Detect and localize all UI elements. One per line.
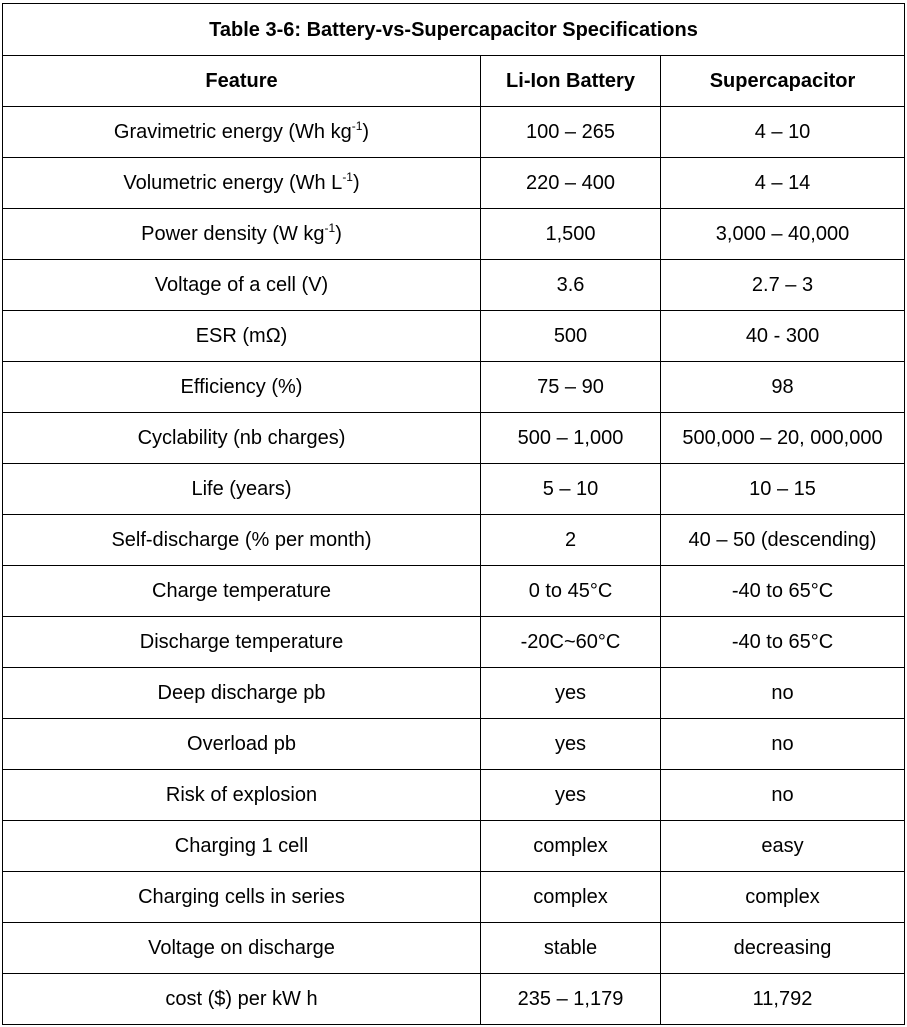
table-row [3, 464, 905, 515]
li-ion-value: 5 – 10 [481, 464, 661, 515]
header-feature: Feature [3, 56, 481, 107]
supercapacitor-value: 3,000 – 40,000 [661, 209, 905, 260]
table-row [3, 770, 905, 821]
spec-table [2, 3, 905, 1025]
supercapacitor-value: 10 – 15 [661, 464, 905, 515]
supercapacitor-value: 98 [661, 362, 905, 413]
li-ion-value: 100 – 265 [481, 107, 661, 158]
supercapacitor-value: no [661, 719, 905, 770]
li-ion-value: yes [481, 668, 661, 719]
table-row [3, 566, 905, 617]
feature-label: Cyclability (nb charges) [137, 427, 346, 449]
feature-label: Charging cells in series [138, 886, 345, 908]
feature-cell [3, 311, 481, 362]
table-row [3, 821, 905, 872]
table-row [3, 872, 905, 923]
li-ion-value: 235 – 1,179 [481, 974, 661, 1025]
supercapacitor-value: 40 - 300 [661, 311, 905, 362]
li-ion-value: complex [481, 821, 661, 872]
li-ion-value: -20C~60°C [481, 617, 661, 668]
feature-cell [3, 260, 481, 311]
table-row [3, 107, 905, 158]
li-ion-value: complex [481, 872, 661, 923]
feature-cell [3, 566, 481, 617]
table-row [3, 515, 905, 566]
table-row [3, 362, 905, 413]
feature-cell [3, 719, 481, 770]
feature-label: Risk of explosion [165, 784, 318, 806]
feature-label: Power density (W kg [141, 223, 325, 245]
feature-cell [3, 770, 481, 821]
feature-cell [3, 209, 481, 260]
feature-suffix: ) [335, 223, 342, 245]
li-ion-value: 75 – 90 [481, 362, 661, 413]
li-ion-value: stable [481, 923, 661, 974]
table-row [3, 719, 905, 770]
table-row [3, 668, 905, 719]
table-row [3, 311, 905, 362]
unit-exponent: -1 [351, 119, 363, 133]
feature-label: cost ($) per kW h [165, 988, 318, 1010]
li-ion-value: 1,500 [481, 209, 661, 260]
supercapacitor-value: 2.7 – 3 [661, 260, 905, 311]
li-ion-value: 3.6 [481, 260, 661, 311]
table-row [3, 158, 905, 209]
feature-suffix: ) [352, 172, 360, 194]
feature-cell [3, 413, 481, 464]
feature-suffix: ) [362, 121, 370, 143]
feature-label: Deep discharge pb [157, 682, 326, 704]
li-ion-value: 0 to 45°C [481, 566, 661, 617]
supercapacitor-value: 11,792 [661, 974, 905, 1025]
table-header-row [3, 56, 905, 107]
supercapacitor-value: complex [661, 872, 905, 923]
feature-cell [3, 872, 481, 923]
li-ion-value: yes [481, 719, 661, 770]
li-ion-value: 500 – 1,000 [481, 413, 661, 464]
feature-cell [3, 974, 481, 1025]
supercapacitor-value: -40 to 65°C [661, 566, 905, 617]
li-ion-value: 500 [481, 311, 661, 362]
feature-cell [3, 617, 481, 668]
feature-cell [3, 821, 481, 872]
table-title: Table 3-6: Battery-vs-Supercapacitor Specifications [3, 4, 905, 56]
feature-label: Life (years) [191, 478, 292, 500]
li-ion-value: 2 [481, 515, 661, 566]
supercapacitor-value: 4 – 10 [661, 107, 905, 158]
feature-label: Overload pb [187, 733, 296, 755]
li-ion-value: yes [481, 770, 661, 821]
supercapacitor-value: 40 – 50 (descending) [661, 515, 905, 566]
table-row [3, 617, 905, 668]
table-row [3, 974, 905, 1025]
feature-label: ESR (mΩ) [195, 325, 288, 347]
unit-exponent: -1 [342, 170, 353, 184]
feature-label: Volumetric energy (Wh L [123, 172, 343, 194]
supercapacitor-value: easy [661, 821, 905, 872]
table-row [3, 413, 905, 464]
table-title-row [3, 4, 905, 56]
feature-label: Discharge temperature [139, 631, 344, 653]
supercapacitor-value: 4 – 14 [661, 158, 905, 209]
feature-cell [3, 464, 481, 515]
feature-cell [3, 668, 481, 719]
supercapacitor-value: 500,000 – 20, 000,000 [661, 413, 905, 464]
supercapacitor-value: no [661, 668, 905, 719]
feature-cell [3, 362, 481, 413]
feature-cell [3, 923, 481, 974]
feature-cell [3, 107, 481, 158]
feature-cell [3, 158, 481, 209]
feature-cell [3, 515, 481, 566]
unit-exponent: -1 [324, 221, 336, 235]
supercapacitor-value: -40 to 65°C [661, 617, 905, 668]
feature-label: Efficiency (%) [180, 376, 303, 398]
feature-label: Charge temperature [152, 580, 331, 602]
table-row [3, 923, 905, 974]
feature-label: Self-discharge (% per month) [111, 529, 372, 551]
supercapacitor-value: decreasing [661, 923, 905, 974]
header-li-ion-battery: Li-Ion Battery [481, 56, 661, 107]
header-supercapacitor: Supercapacitor [661, 56, 905, 107]
table-row [3, 209, 905, 260]
supercapacitor-value: no [661, 770, 905, 821]
feature-label: Voltage on discharge [148, 937, 335, 959]
li-ion-value: 220 – 400 [481, 158, 661, 209]
table-row [3, 260, 905, 311]
feature-label: Voltage of a cell (V) [154, 274, 329, 296]
feature-label: Charging 1 cell [174, 835, 309, 857]
feature-label: Gravimetric energy (Wh kg [113, 121, 352, 143]
table-body [3, 107, 905, 1025]
